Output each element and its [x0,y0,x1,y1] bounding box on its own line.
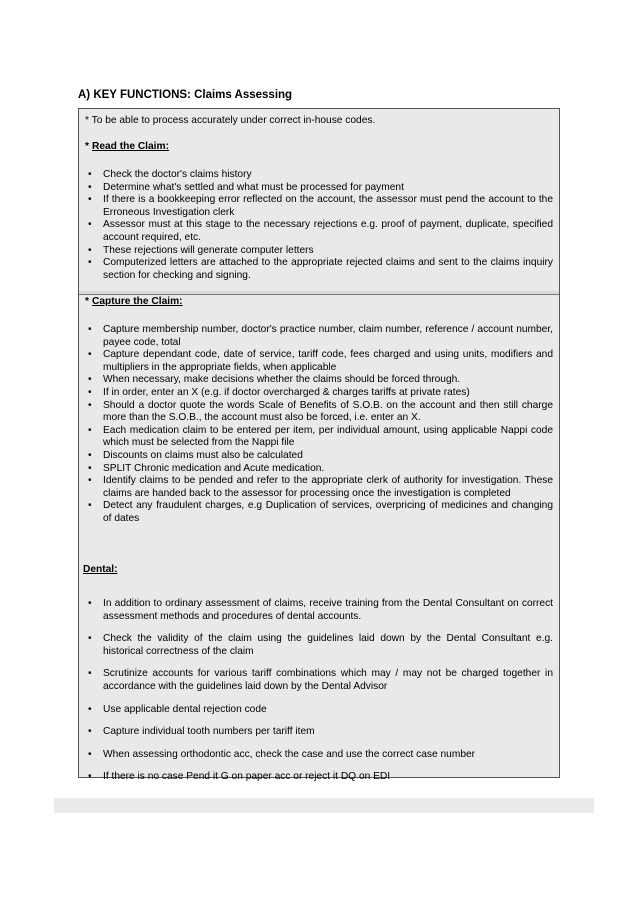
read-claim-list [79,169,559,282]
list-item: • Identify claims to be pended and refer to the appropriate clerk of authority for investigation. These claims are handed back to the assessor for processing once the investigation is completed [79,475,559,500]
capture-claim-title-star: * [85,296,89,307]
list-item: • Capture membership number, doctor's practice number, claim number, reference / account number, payee code, total [79,324,559,349]
list-item: • These rejections will generate computer letters [79,245,559,258]
section-divider [79,294,559,295]
list-item: • Check the validity of the claim using the guidelines laid down by the Dental Consultant e.g. historical correctness of the claim [79,633,559,658]
dental-title-text: Dental: [83,564,118,575]
read-claim-title-star: * [85,141,89,152]
list-item: • Scrutinize accounts for various tariff combinations which may / may not be charged together in accordance with the guidelines laid down by the Dental Advisor [79,668,559,693]
footer-bar [54,798,594,813]
list-item: • If in order, enter an X (e.g. if doctor overcharged & charges tariffs at private rates) [79,387,559,400]
list-item: • Use applicable dental rejection code [79,704,559,717]
list-item: • If there is a bookkeeping error reflected on the account, the assessor must pend the account to the Erroneous Investigation clerk [79,194,559,219]
list-item: • Should a doctor quote the words Scale of Benefits of S.O.B. on the account and then still charge more than the S.O.B., the account must also be forced, i.e. enter an X. [79,400,559,425]
section-heading: A) KEY FUNCTIONS: Claims Assessing [78,89,293,101]
list-item: • When assessing orthodontic acc, check the case and use the correct case number [79,749,559,762]
list-item: • Discounts on claims must also be calculated [79,450,559,463]
key-functions-box [78,108,560,783]
capture-claim-title-text: Capture the Claim: [91,296,183,307]
list-item: • Detect any fraudulent charges, e.g Duplication of services, overpricing of medicines and changing of dates [79,500,559,525]
dental-title [83,564,118,575]
list-item: • Each medication claim to be entered per item, per individual amount, using applicable Nappi code which must be selected from the Nappi file [79,425,559,450]
list-item: • When necessary, make decisions whether the claims should be forced through. [79,374,559,387]
capture-claim-list [79,324,559,526]
list-item: • Assessor must at this stage to the necessary rejections e.g. proof of payment, duplicate, specified account required, etc. [79,219,559,244]
read-claim-title [85,141,169,152]
list-item: • In addition to ordinary assessment of claims, receive training from the Dental Consultant on correct assessment methods and procedures of dental accounts. [79,598,559,623]
capture-claim-title [85,296,183,307]
list-item: • Capture individual tooth numbers per tariff item [79,726,559,739]
intro-text: * To be able to process accurately under correct in-house codes. [85,115,376,126]
list-item: • Computerized letters are attached to the appropriate rejected claims and sent to the claims inquiry section for checking and signing. [79,257,559,282]
dental-list [79,598,559,794]
read-claim-title-text: Read the Claim: [91,141,169,152]
list-item: • Determine what's settled and what must be processed for payment [79,182,559,195]
list-item: • Capture dependant code, date of service, tariff code, fees charged and using units, modifiers and multipliers in the appropriate fields, when applicable [79,349,559,374]
list-item: • If there is no case Pend it G on paper acc or reject it DQ on EDI [79,771,559,784]
list-item: • SPLIT Chronic medication and Acute medication. [79,463,559,476]
list-item: • Check the doctor's claims history [79,169,559,182]
